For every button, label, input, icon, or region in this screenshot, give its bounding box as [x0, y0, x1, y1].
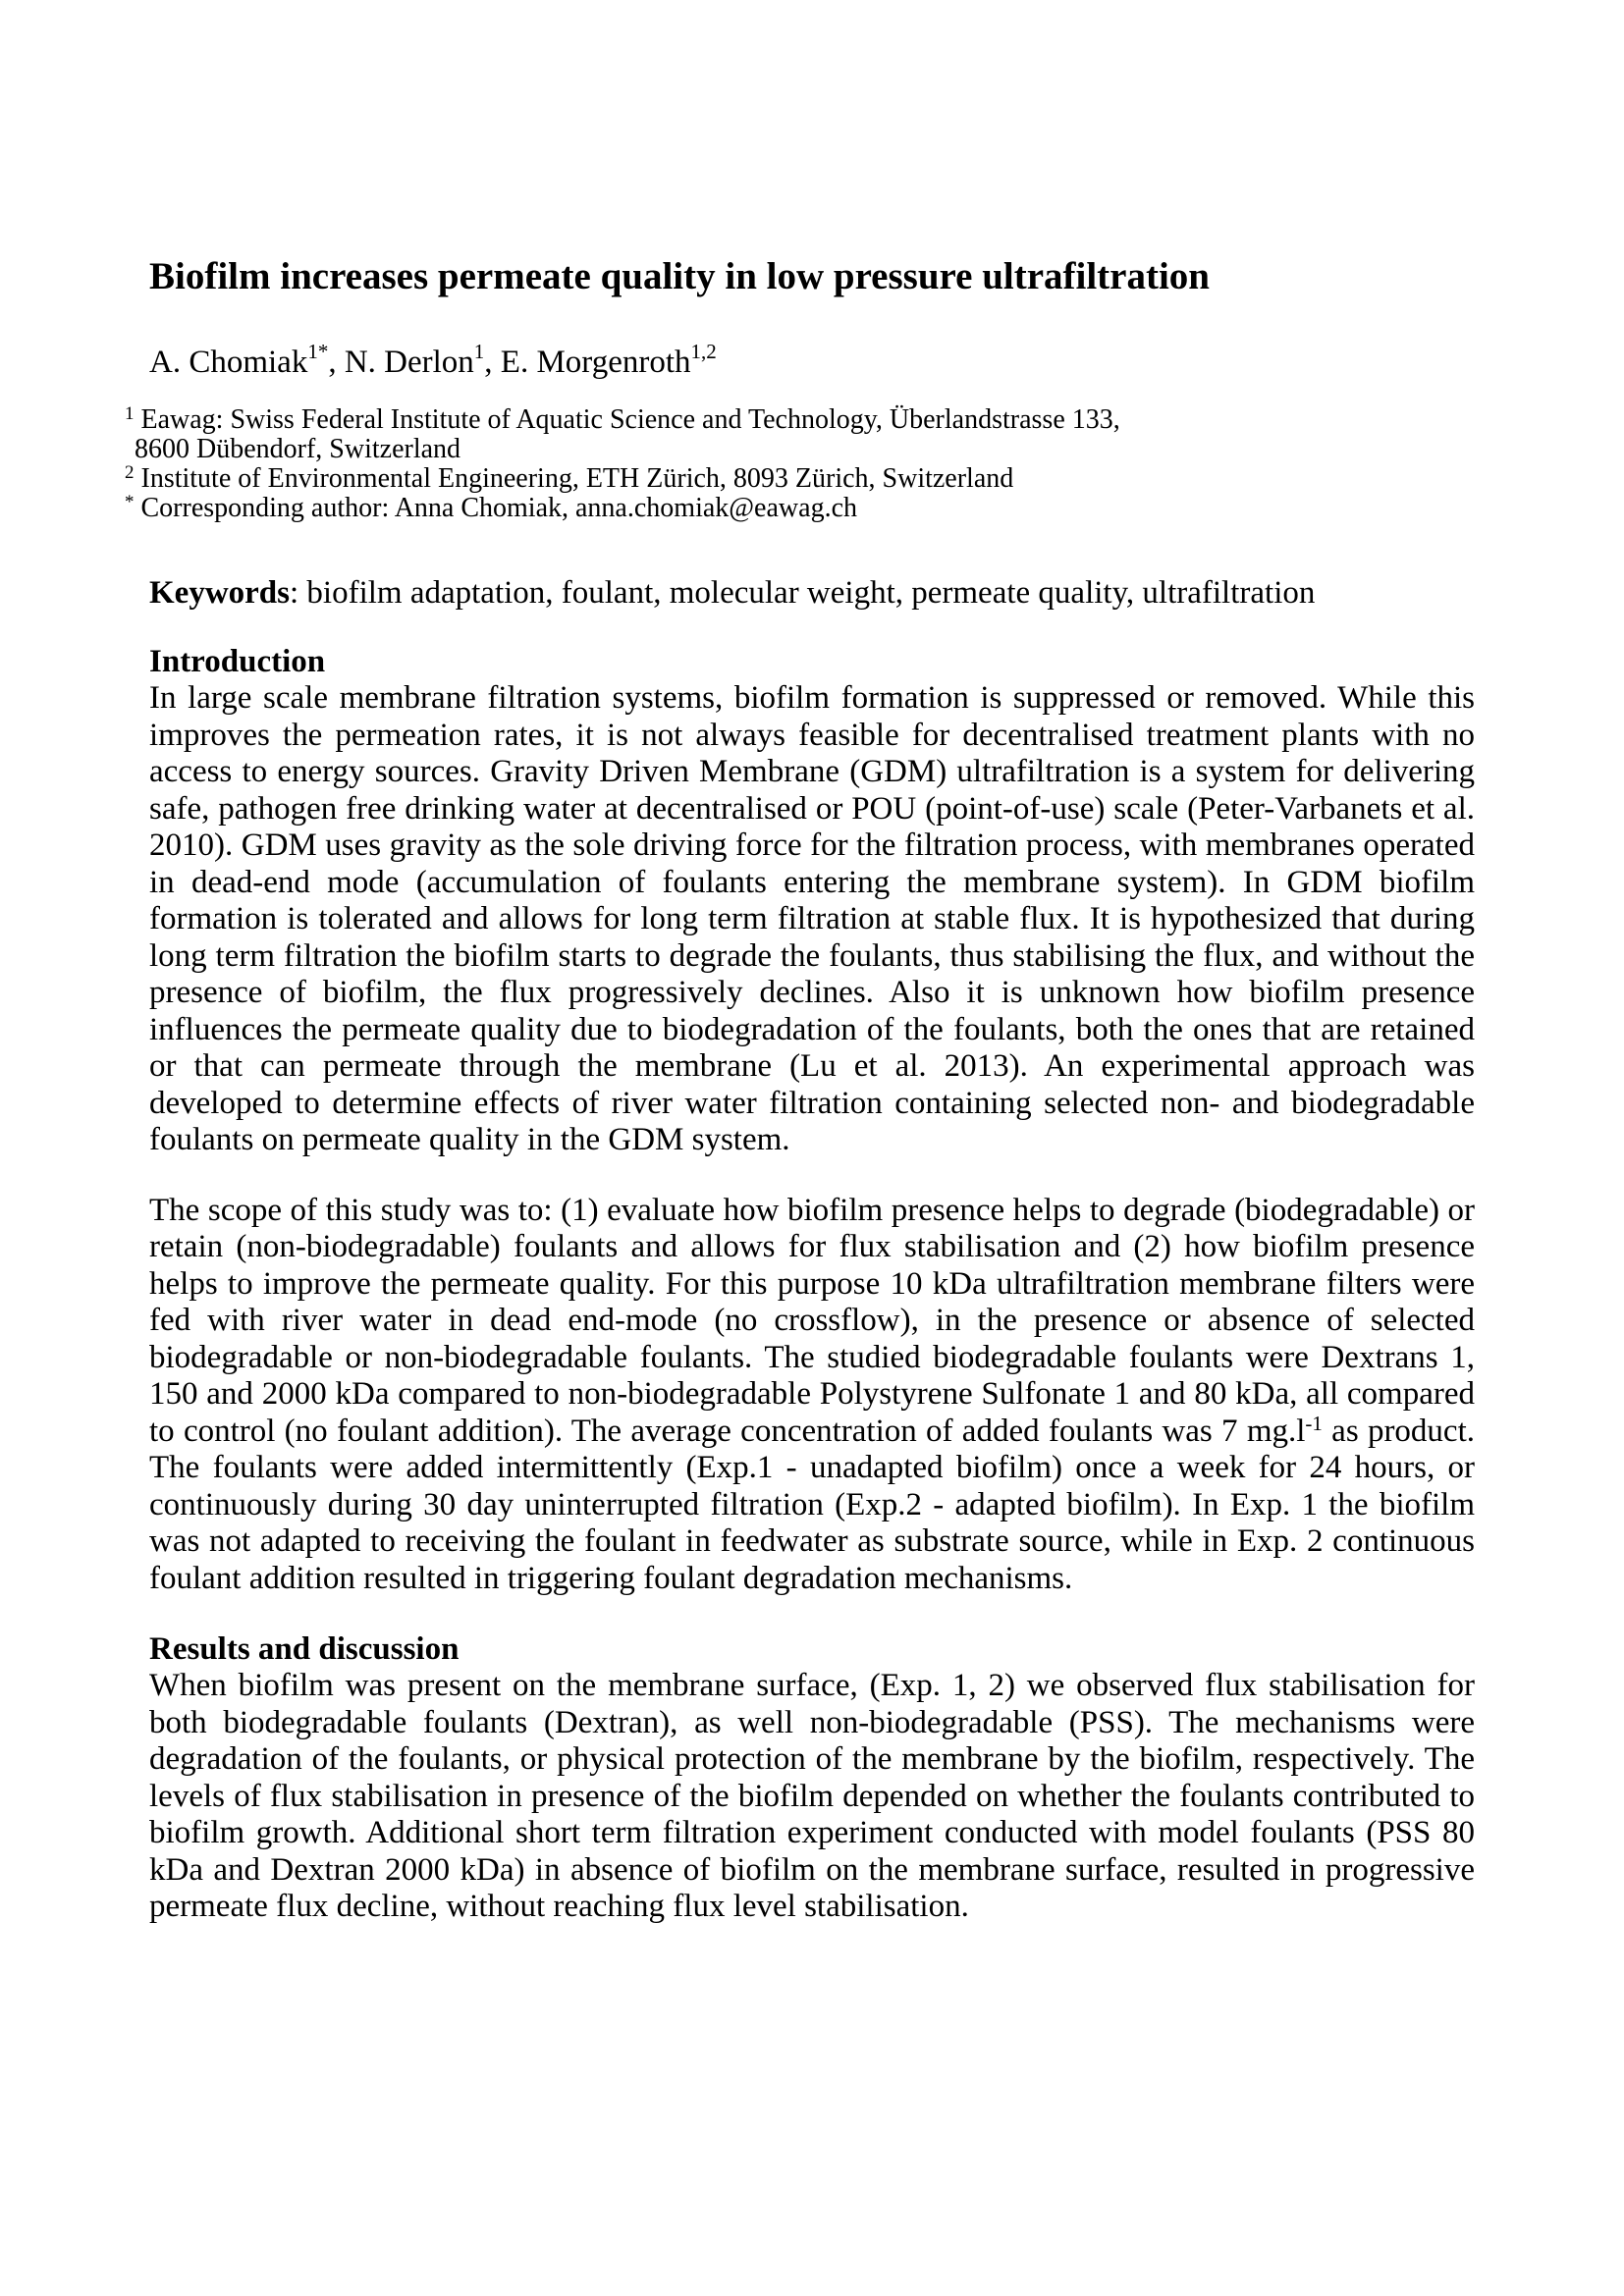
keywords-label: Keywords: [149, 575, 290, 611]
introduction-paragraph-2: The scope of this study was to: (1) evaluate how biofilm presence helps to degrade (biodegradable) or retain (non-biodegradable) foulants and allows for flux stabilisation and (2) how biofilm presence helps to improve the permeate quality. For this purpose 10 kDa ultrafiltration membrane filters were fed with river water in dead end-mode (no crossflow), in the presence or absence of selected biodegradable or non-biodegradable foulants. The studied biodegradable foulants were Dextrans 1, 150 and 2000 kDa compared to non-biodegradable Polystyrene Sulfonate 1 and 80 kDa, all compared to control (no foulant addition). The average concentration of added foulants was 7 $mg.l^{-1}$ as product. The foulants were added intermittently (Exp.1 - unadapted biofilm) once a week for 24 hours, or continuously during 30 day uninterrupted filtration (Exp.2 - adapted biofilm). In Exp. 1 the biofilm was not adapted to receiving the foulant in feedwater as substrate source, while in Exp. 2 continuous foulant addition resulted in triggering foulant degradation mechanisms.: [149, 1192, 1475, 1596]
affiliation-text: Institute of Environmental Engineering, ETH Zürich, 8093 Zürich, Switzerland: [140, 463, 1014, 494]
introduction-paragraph-1: In large scale membrane filtration systems, biofilm formation is suppressed or removed. While this improves the permeation rates, it is not always feasible for decentralised treatment plants with no access to energy sources. Gravity Driven Membrane (GDM) ultrafiltration is a system for delivering safe, pathogen free drinking water at decentralised or POU (point-of-use) scale (Peter-Varbanets et al. 2010). GDM uses gravity as the sole driving force for the filtration process, with membranes operated in dead-end mode (accumulation of foulants entering the membrane system). In GDM biofilm formation is tolerated and allows for long term filtration at stable flux. It is hypothesized that during long term filtration the biofilm starts to degrade the foulants, thus stabilising the flux, and without the presence of biofilm, the flux progressively declines. Also it is unknown how biofilm presence influences the permeate quality due to biodegradation of the foulants, both the ones that are retained or that can permeate through the membrane (Lu et al. 2013). An experimental approach was developed to determine effects of river water filtration containing selected non- and biodegradable foulants on permeate quality in the GDM system.: [149, 680, 1475, 1157]
affiliation-text: 8600 Dübendorf, Switzerland: [135, 434, 461, 464]
affiliation-eawag: [125, 405, 1475, 435]
results-paragraph-1: When biofilm was present on the membrane surface, (Exp. 1, 2) we observed flux stabilisation for both biodegradable foulants (Dextran), as well non-biodegradable (PSS). The mechanisms were degradation of the foulants, or physical protection of the membrane by the biofilm, respectively. The levels of flux stabilisation in presence of the biofilm depended on whether the foulants contributed to biofilm growth. Additional short term filtration experiment conducted with model foulants (PSS 80 kDa and Dextran 2000 kDa) in absence of biofilm on the membrane surface, resulted in progressive permeate flux decline, without reaching flux level stabilisation.: [149, 1668, 1475, 1924]
corresponding-author-line: [125, 494, 1475, 523]
affiliation-eawag-line2: [125, 435, 1475, 464]
affiliation-text: Eawag: Swiss Federal Institute of Aquatic Science and Technology, Überlandstrasse 133,: [140, 404, 1120, 435]
affiliation-eth: [125, 464, 1475, 494]
authors-line: A. Chomiak$^{1*}$, N. Derlon$^1$, E. Morgenroth$^{1,2}$: [149, 340, 717, 380]
affiliation-text: Corresponding author: Anna Chomiak, anna.chomiak@eawag.ch: [140, 493, 857, 523]
section-heading-introduction: Introduction: [149, 644, 326, 679]
affiliations-block: [125, 405, 1475, 523]
affiliation-marker: 1: [125, 403, 135, 424]
affiliation-marker: *: [125, 492, 135, 512]
keywords-text: : biofilm adaptation, foulant, molecular weight, permeate quality, ultrafiltration: [290, 575, 1316, 611]
affiliation-marker: 2: [125, 462, 135, 483]
section-heading-results: Results and discussion: [149, 1631, 460, 1667]
keywords-line: [149, 574, 1475, 612]
paper-title: Biofilm increases permeate quality in low pressure ultrafiltration: [149, 255, 1210, 297]
